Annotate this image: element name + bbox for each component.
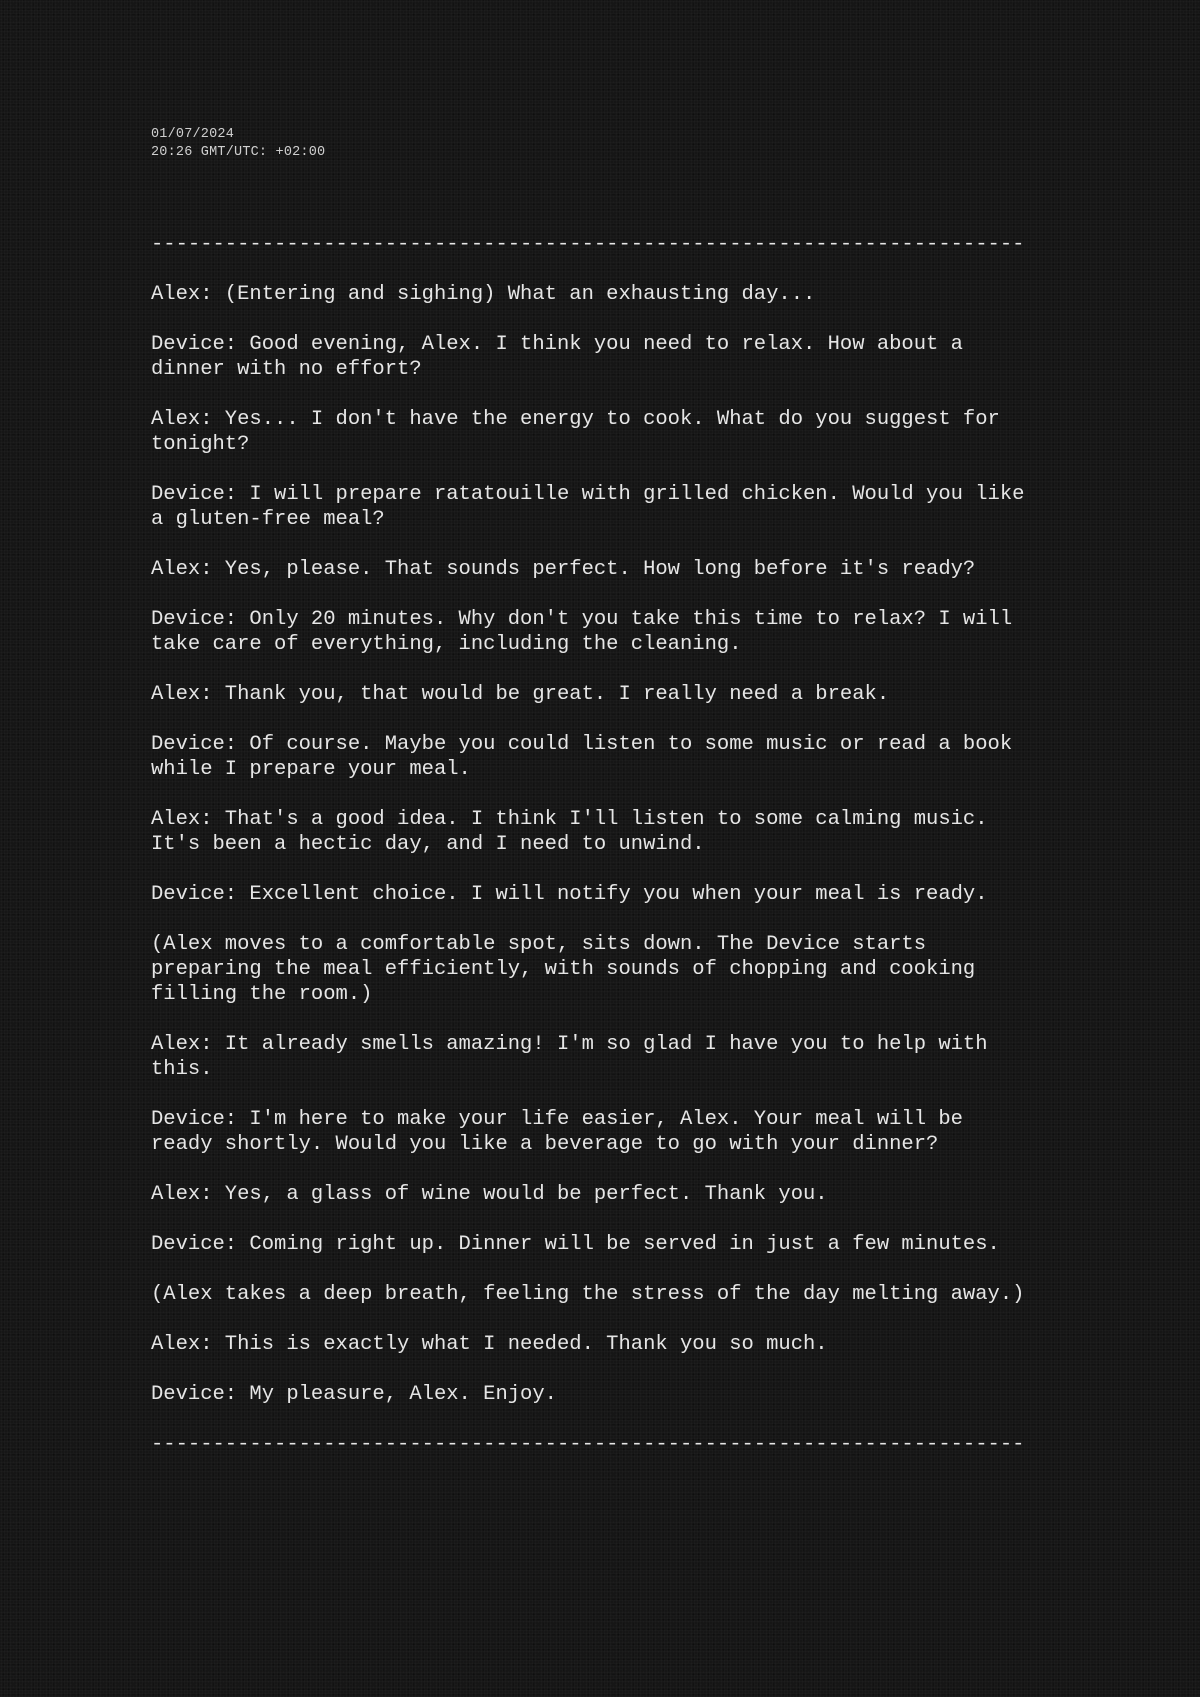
dialogue-line: Device: Good evening, Alex. I think you need to relax. How about a dinner with no effort? <box>151 333 963 381</box>
stage-direction: (Alex moves to a comfortable spot, sits down. The Device starts preparing the meal efficiently, with sounds of chopping and cooking filling the room.) <box>151 933 976 1006</box>
timestamp-block <box>151 126 325 162</box>
top-divider: ----------------------------------------------------------------------- <box>151 233 1025 256</box>
dialogue-line: Alex: This is exactly what I needed. Thank you so much. <box>151 1333 828 1356</box>
dialogue-line: Device: I will prepare ratatouille with grilled chicken. Would you like a gluten-free meal? <box>151 483 1025 531</box>
dialogue-line: Device: Excellent choice. I will notify you when your meal is ready. <box>151 883 988 906</box>
dialogue-line: Alex: Yes, a glass of wine would be perfect. Thank you. <box>151 1183 828 1206</box>
dialogue-line: Alex: (Entering and sighing) What an exhausting day... <box>151 283 816 306</box>
dialogue-transcript <box>151 232 1051 1457</box>
dialogue-line: Alex: It already smells amazing! I'm so glad I have you to help with this. <box>151 1033 988 1081</box>
dialogue-line: Alex: That's a good idea. I think I'll listen to some calming music. It's been a hectic day, and I need to unwind. <box>151 808 988 856</box>
dialogue-line: Device: Coming right up. Dinner will be served in just a few minutes. <box>151 1233 1000 1256</box>
dialogue-line: Device: Only 20 minutes. Why don't you take this time to relax? I will take care of everything, including the cleaning. <box>151 608 1013 656</box>
stage-direction: (Alex takes a deep breath, feeling the stress of the day melting away.) <box>151 1283 1025 1306</box>
bottom-divider: ----------------------------------------------------------------------- <box>151 1433 1025 1456</box>
date-stamp: 01/07/2024 <box>151 127 235 142</box>
dialogue-line: Device: Of course. Maybe you could listen to some music or read a book while I prepare your meal. <box>151 733 1013 781</box>
dialogue-line: Alex: Yes... I don't have the energy to cook. What do you suggest for tonight? <box>151 408 1000 456</box>
dialogue-line: Alex: Yes, please. That sounds perfect. How long before it's ready? <box>151 558 976 581</box>
dialogue-line: Alex: Thank you, that would be great. I really need a break. <box>151 683 890 706</box>
dialogue-line: Device: I'm here to make your life easier, Alex. Your meal will be ready shortly. Would you like a beverage to go with your dinner? <box>151 1108 963 1156</box>
dialogue-line: Device: My pleasure, Alex. Enjoy. <box>151 1383 557 1406</box>
time-stamp: 20:26 GMT/UTC: +02:00 <box>151 145 326 160</box>
